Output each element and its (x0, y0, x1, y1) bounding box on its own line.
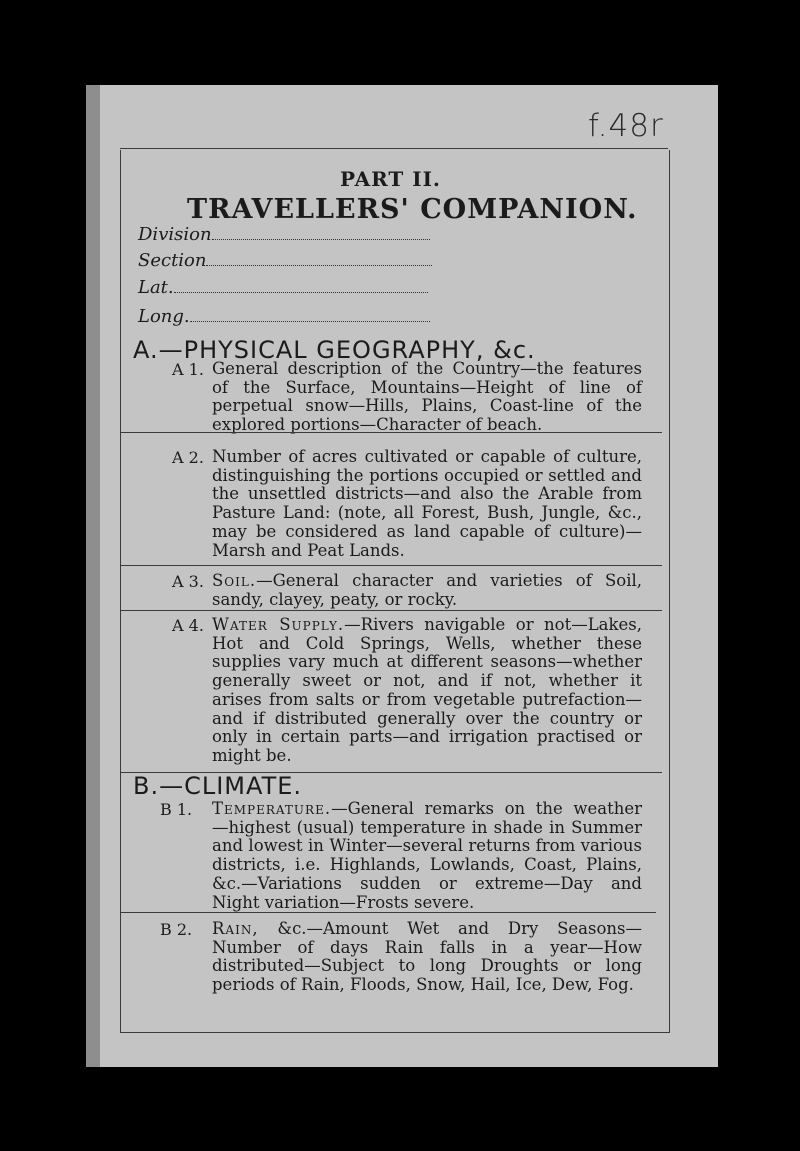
b2-body: &c.—Amount Wet and Dry Seasons—Number of days Rain falls in a year—How distributed—Subject to long Droughts or long periods of Rain, Floods, Snow, Hail, Ice, Dew, Fog. (212, 919, 642, 995)
a1-text: General description of the Country—the features of the Surface, Mountains—Height of line of perpetual snow—Hills, Plains, Coast-line of the explored portions—Character of beach. (212, 359, 642, 435)
a3-text (212, 572, 642, 609)
part-heading: PART II. (340, 167, 441, 191)
a3-label: Soil. (212, 571, 257, 590)
a4-body: —Rivers navigable or not—Lakes, Hot and Cold Springs, Wells, whether these supplies vary much at different seasons—whether generally sweet or not, and if not, whether it arises from salts or from vegetable putrefaction—and if distributed generally over the country or only in certain parts—and irrigation practised or might be. (212, 615, 642, 765)
section-b-heading: B.—CLIMATE. (133, 772, 303, 800)
division-blank (212, 225, 430, 240)
lat-label: Lat. (138, 277, 174, 298)
b2-label: Rain, (212, 919, 259, 938)
long-label: Long. (138, 306, 190, 327)
section-field (138, 250, 432, 271)
a4-text (212, 616, 642, 766)
a1-number: A 1. (172, 360, 204, 379)
page-edge-shadow (86, 85, 100, 1067)
division-field (138, 224, 430, 245)
lat-field (138, 277, 428, 298)
folio-number: f.48r (588, 108, 664, 144)
a2-number: A 2. (172, 448, 204, 467)
divider (120, 432, 662, 433)
section-label: Section (138, 250, 207, 271)
b2-text (212, 920, 642, 995)
section-a-heading: A.—PHYSICAL GEOGRAPHY, &c. (133, 336, 536, 364)
page-title: TRAVELLERS' COMPANION. (187, 194, 638, 225)
section-blank (206, 251, 432, 266)
divider (120, 610, 662, 611)
b1-number: B 1. (160, 800, 193, 819)
a3-number: A 3. (172, 572, 204, 591)
division-label: Division (138, 224, 212, 245)
a4-number: A 4. (172, 616, 204, 635)
long-blank (190, 307, 430, 322)
a4-label: Water Supply. (212, 615, 345, 634)
divider (120, 565, 662, 566)
a3-body: —General character and varieties of Soil, sandy, clayey, peaty, or rocky. (212, 571, 642, 609)
b2-number: B 2. (160, 920, 193, 939)
b1-body: —General remarks on the weather —highest (usual) temperature in shade in Summer and lowest in Winter—several returns from various districts, i.e. Highlands, Lowlands, Coast, Plains, &c.—Variations sudden or extreme—Day and Night variation—Frosts severe. (212, 799, 642, 912)
lat-blank (174, 278, 428, 293)
frame-top-rule (120, 148, 668, 149)
b1-label: Temperature. (212, 799, 332, 818)
a2-text: Number of acres cultivated or capable of culture, distinguishing the portions occupied or settled and the unsettled districts—and also the Arable from Pasture Land: (note, all Forest, Bush, Jungle, &c., may be considered as land capable of culture)—Marsh and Peat Lands. (212, 447, 642, 560)
b1-text (212, 800, 642, 912)
long-field (138, 306, 430, 327)
divider (120, 912, 656, 913)
